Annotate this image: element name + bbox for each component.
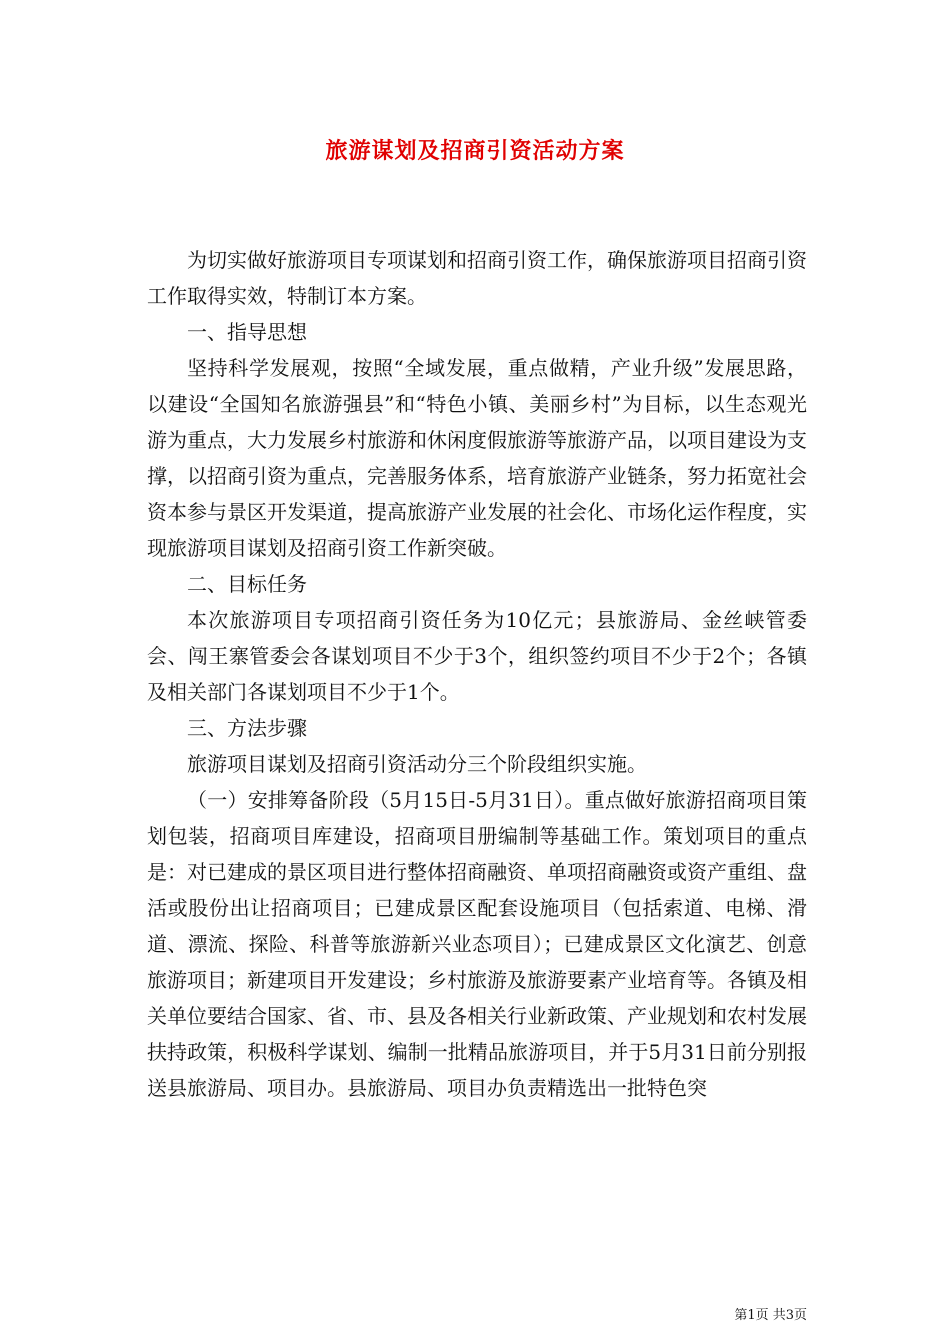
section-heading-methods: 三、方法步骤 <box>187 716 307 740</box>
goals-paragraph: 本次旅游项目专项招商引资任务为10亿元；县旅游局、金丝峡管委会、闯王寨管委会各谋划项目不少于3个，组织签约项目不少于2个；各镇及相关部门各谋划项目不少于1个。 <box>147 608 807 704</box>
methods-intro-paragraph: 旅游项目谋划及招商引资活动分三个阶段组织实施。 <box>187 752 647 776</box>
guiding-ideology-paragraph: 坚持科学发展观，按照“全域发展，重点做精，产业升级”发展思路，以建设“全国知名旅游强县”和“特色小镇、美丽乡村”为目标，以生态观光游为重点，大力发展乡村旅游和休闲度假旅游等旅游产品，以项目建设为支撑，以招商引资为重点，完善服务体系，培育旅游产业链条，努力拓宽社会资本参与景区开发渠道，提高旅游产业发展的社会化、市场化运作程度，实现旅游项目谋划及招商引资工作新突破。 <box>147 356 807 560</box>
section-heading-goals: 二、目标任务 <box>187 572 307 596</box>
document-body <box>147 242 807 1106</box>
document-title: 旅游谋划及招商引资活动方案 <box>325 138 625 164</box>
intro-paragraph: 为切实做好旅游项目专项谋划和招商引资工作，确保旅游项目招商引资工作取得实效，特制订本方案。 <box>147 248 807 308</box>
section-heading-guiding-ideology: 一、指导思想 <box>187 320 307 344</box>
stage-one-paragraph: （一）安排筹备阶段（5月15日-5月31日）。重点做好旅游招商项目策划包装，招商项目库建设，招商项目册编制等基础工作。策划项目的重点是：对已建成的景区项目进行整体招商融资、单项招商融资或资产重组、盘活或股份出让招商项目；已建成景区配套设施项目（包括索道、电梯、滑道、漂流、探险、科普等旅游新兴业态项目）；已建成景区文化演艺、创意旅游项目；新建项目开发建设；乡村旅游及旅游要素产业培育等。各镇及相关单位要结合国家、省、市、县及各相关行业新政策、产业规划和农村发展扶持政策，积极科学谋划、编制一批精品旅游项目，并于5月31日前分别报送县旅游局、项目办。县旅游局、项目办负责精选出一批特色突 <box>147 788 807 1100</box>
page-number-footer: 第1页 共3页 <box>734 1308 807 1323</box>
